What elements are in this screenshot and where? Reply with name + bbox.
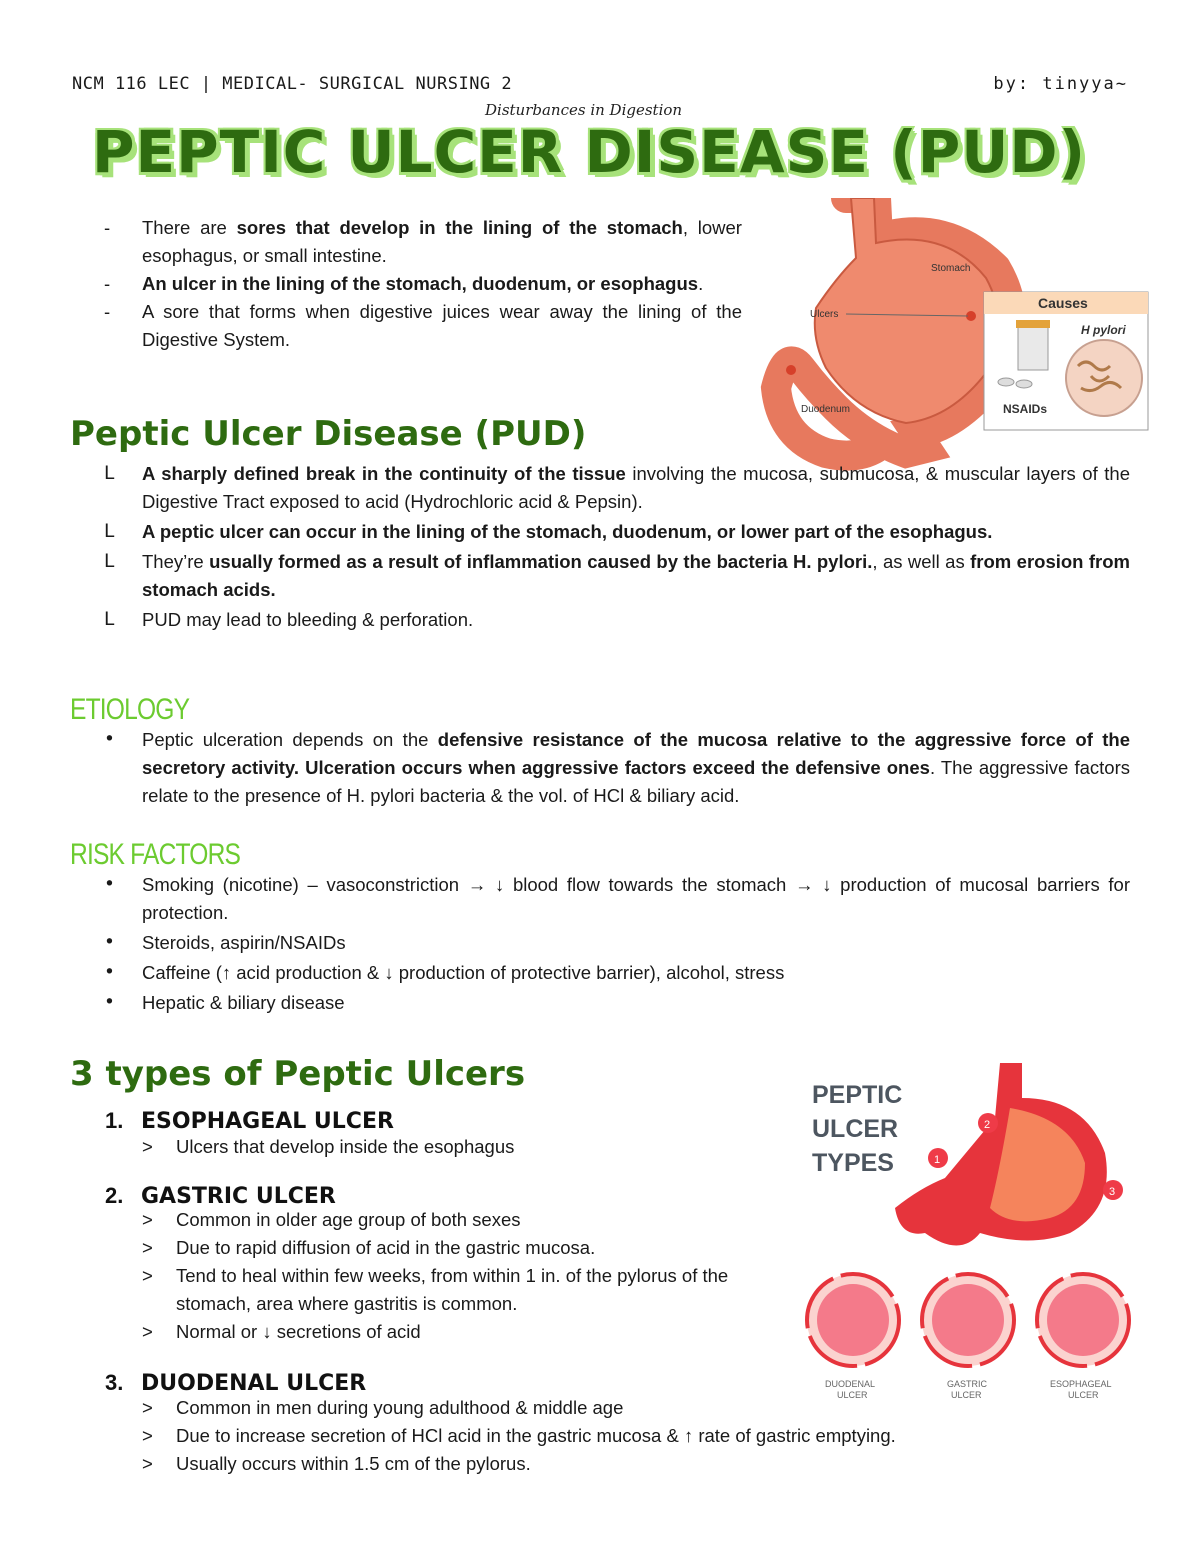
- duodenal-lumen: [817, 1284, 889, 1356]
- list-item: > Ulcers that develop inside the esophagus: [142, 1136, 515, 1157]
- list-item: L PUD may lead to bleeding & perforation.: [72, 606, 1130, 634]
- etiology-list: [72, 726, 1130, 812]
- esophageal-caption: ESOPHAGEAL: [1050, 1379, 1112, 1389]
- bullet-marker: •: [104, 962, 115, 983]
- dash-marker: -: [104, 273, 111, 294]
- pill-icon: [998, 378, 1014, 386]
- pud-list: [72, 460, 1130, 636]
- dash-marker: -: [104, 217, 111, 238]
- causes-label: Causes: [1038, 295, 1088, 311]
- hpylori-label: H pylori: [1081, 323, 1126, 337]
- list-item: L They’re usually formed as a result of inflammation caused by the bacteria H. pylori., as well as from erosion from stomach acids.: [72, 548, 1130, 604]
- list-item: • Peptic ulceration depends on the defensive resistance of the mucosa relative to the aggressive force of the secretory activity. Ulceration occurs when aggressive factors exceed the defensive ones. The aggressive factors relate to the presence of H. pylori bacteria & the vol. of HCl & biliary acid.: [72, 726, 1130, 810]
- list-item: > Common in older age group of both sexes: [142, 1209, 521, 1230]
- list-item: • Smoking (nicotine) – vasoconstriction → ↓ blood flow towards the stomach → ↓ production of mucosal barriers for protection.: [72, 871, 1130, 927]
- list-item: > Normal or ↓ secretions of acid: [142, 1321, 421, 1342]
- list-item: > Due to rapid diffusion of acid in the gastric mucosa.: [142, 1237, 596, 1258]
- bullet-marker: •: [104, 729, 115, 750]
- svg-text:ULCER: ULCER: [837, 1390, 868, 1400]
- course-header: NCM 116 LEC | MEDICAL- SURGICAL NURSING 2: [72, 74, 513, 94]
- esophageal-list: [140, 1133, 760, 1161]
- ulcers-label: Ulcers: [810, 309, 839, 320]
- svg-text:1: 1: [934, 1154, 941, 1166]
- list-item: L A peptic ulcer can occur in the lining of the stomach, duodenum, or lower part of the esophagus.: [72, 518, 1130, 546]
- corner-marker: L: [104, 609, 115, 630]
- list-item: • Caffeine (↑ acid production & ↓ production of protective barrier), alcohol, stress: [72, 959, 1130, 987]
- gastric-lumen: [932, 1284, 1004, 1356]
- corner-marker: L: [104, 521, 115, 542]
- svg-text:2: 2: [984, 1119, 991, 1131]
- svg-text:ULCER: ULCER: [951, 1390, 982, 1400]
- ulcer-types-figure: [800, 1058, 1140, 1408]
- list-item: - A sore that forms when digestive juices wear away the lining of the Digestive System.: [72, 298, 742, 354]
- pud-heading: Peptic Ulcer Disease (PUD): [70, 414, 587, 454]
- duodenum-label: Duodenum: [801, 404, 850, 415]
- risk-heading: RISK FACTORS: [70, 838, 241, 871]
- bullet-marker: •: [104, 992, 115, 1013]
- figure-title-line3: TYPES: [812, 1149, 894, 1177]
- type-heading-duodenal: 3. DUODENAL ULCER: [105, 1370, 367, 1396]
- figure-title-line2: ULCER: [812, 1115, 899, 1143]
- list-item: > Common in men during young adulthood & middle age: [142, 1397, 624, 1418]
- gastric-list: [140, 1206, 780, 1346]
- stomach-causes-figure: [756, 198, 1152, 480]
- gastric-caption: GASTRIC: [947, 1379, 988, 1389]
- list-item: > Tend to heal within few weeks, from within 1 in. of the pylorus of the stomach, area where gastritis is common.: [142, 1265, 729, 1314]
- list-item: • Steroids, aspirin/NSAIDs: [72, 929, 1130, 957]
- risk-list: [72, 871, 1130, 1019]
- list-item: • Hepatic & biliary disease: [72, 989, 1130, 1017]
- corner-marker: L: [104, 551, 115, 572]
- intro-list: [72, 214, 742, 354]
- ulcer-dot: [786, 365, 796, 375]
- pill-icon: [1016, 380, 1032, 388]
- list-item: > Due to increase secretion of HCl acid in the gastric mucosa & ↑ rate of gastric emptying.: [142, 1425, 896, 1446]
- page-title: PEPTIC ULCER DISEASE (PUD): [92, 118, 1086, 186]
- esophageal-lumen: [1047, 1284, 1119, 1356]
- type-heading-esophageal: 1. ESOPHAGEAL ULCER: [105, 1108, 394, 1134]
- svg-text:ULCER: ULCER: [1068, 1390, 1099, 1400]
- types-heading: 3 types of Peptic Ulcers: [70, 1054, 526, 1094]
- pill-bottle-icon: [1018, 324, 1048, 370]
- bullet-marker: •: [104, 874, 115, 895]
- list-item: > Usually occurs within 1.5 cm of the pylorus.: [142, 1453, 531, 1474]
- figure-title-line1: PEPTIC: [812, 1081, 903, 1109]
- dash-marker: -: [104, 301, 111, 322]
- bullet-marker: •: [104, 932, 115, 953]
- hpylori-icon: [1066, 340, 1142, 416]
- type-heading-gastric: 2. GASTRIC ULCER: [105, 1183, 336, 1209]
- stomach-label: Stomach: [931, 263, 971, 274]
- bottle-cap: [1016, 320, 1050, 328]
- svg-text:3: 3: [1109, 1186, 1116, 1198]
- list-item: - There are sores that develop in the lining of the stomach, lower esophagus, or small intestine.: [72, 214, 742, 270]
- author-label: by: tinyya~: [993, 74, 1128, 94]
- duodenal-caption: DUODENAL: [825, 1379, 876, 1389]
- list-item: L A sharply defined break in the continuity of the tissue involving the mucosa, submucosa, & muscular layers of the Digestive Tract exposed to acid (Hydrochloric acid & Pepsin).: [72, 460, 1130, 516]
- etiology-heading: ETIOLOGY: [70, 693, 190, 726]
- page-subtitle: Disturbances in Digestion: [485, 101, 683, 119]
- list-item: - An ulcer in the lining of the stomach, duodenum, or esophagus.: [72, 270, 742, 298]
- corner-marker: L: [104, 463, 115, 484]
- nsaids-label: NSAIDs: [1003, 402, 1048, 416]
